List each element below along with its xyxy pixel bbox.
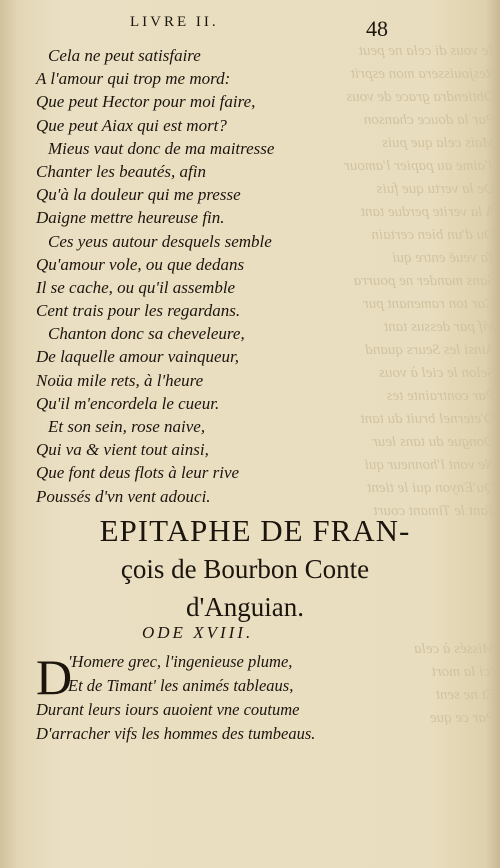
- show-through-line: Resjouissera mon esprit: [350, 66, 495, 82]
- ode-verse: [36, 650, 315, 746]
- show-through-line: Je vous di cela ne peut: [358, 43, 495, 59]
- show-through-line: Car ton ramenant pur: [362, 296, 495, 312]
- show-through-line: Selon le ciel à vous: [379, 365, 495, 381]
- show-through-line: Missés à cela: [414, 641, 495, 657]
- verse-line: Que font deus flots à leur rive: [36, 463, 240, 483]
- verse-line: De laquelle amour vainqueur,: [36, 347, 240, 367]
- ode-line: Durant leurs iours auoient vne coutume: [36, 700, 300, 719]
- ode-line: 'Homere grec, l'ingenieuse plume,: [68, 652, 293, 671]
- show-through-line: Par ce que: [430, 710, 495, 726]
- ode-line: Et de Timant' les animés tableaus,: [68, 676, 294, 695]
- show-through-line: Qu'Enyon qui le tient: [367, 480, 495, 496]
- show-through-line: Par contrainte tes: [386, 388, 495, 404]
- show-through-line: Ta veuë entre qui: [392, 250, 495, 266]
- verse-line: Ces yeus autour desquels semble: [48, 231, 272, 251]
- epitaph-title-line: çois de Bourbon Conte: [120, 554, 370, 584]
- show-through-line: Ici la mort: [431, 664, 495, 680]
- verse-line: Que peut Hector pour moi faire,: [36, 92, 256, 112]
- verse-line: Mieus vaut donc de ma maitresse: [48, 138, 275, 158]
- verse-line: Qu'il m'encordela le cueur.: [36, 393, 220, 413]
- show-through-line: Dongue du tans leur: [372, 434, 495, 450]
- verse-line: Cent trais pour les regardans.: [36, 301, 241, 321]
- show-through-line: Tant le Timant court: [373, 503, 495, 519]
- ode-heading: ODE XVIII.: [142, 623, 254, 642]
- show-through-line: Et ne sent: [435, 687, 495, 703]
- running-head: LIVRE II.: [130, 14, 219, 30]
- verse-line: Poussés d'vn vent adouci.: [36, 486, 211, 506]
- verse-line: Noüa mile rets, à l'heure: [36, 370, 204, 390]
- epitaph-title: [0, 512, 500, 626]
- verse-line: Cela ne peut satisfaire: [48, 46, 201, 65]
- verse-line: A l'amour qui trop me mord:: [36, 69, 231, 89]
- show-through-line: D'eternel bruit du tant: [360, 411, 495, 427]
- verse-line: Et son sein, rose naive,: [48, 417, 206, 436]
- verse-line: Chanton donc sa cheveleure,: [48, 324, 245, 344]
- verse-line: Qu'amour vole, ou que dedans: [36, 254, 245, 274]
- show-through-line: Obtiendra grace de vous: [346, 89, 495, 105]
- verse-line: Il se cache, ou qu'il assemble: [36, 277, 236, 297]
- show-through-line: Vif par dessus tant: [384, 319, 495, 335]
- show-through-line: Mais cela que puis: [382, 135, 495, 151]
- drop-capital: D: [36, 649, 73, 705]
- epitaph-title-line: d'Anguian.: [185, 592, 305, 622]
- verse-block: [36, 44, 274, 508]
- show-through-line: Ne vont l'honneur qui: [364, 457, 495, 473]
- verse-line: Qu'à la douleur qui me presse: [36, 185, 241, 205]
- page-number: 48: [366, 16, 388, 41]
- show-through-line: J'aime au papier l'amour: [344, 158, 495, 174]
- show-through-line: De la vertu que fuis: [376, 181, 495, 197]
- verse-line: Chanter les beautés, afin: [36, 161, 206, 181]
- ode-line: D'arracher vifs les hommes des tumbeaus.: [36, 724, 316, 743]
- verse-line: Daigne mettre heureuse fin.: [36, 208, 225, 228]
- show-through-text: [255, 40, 495, 730]
- show-through-line: Sans mander ne pourra: [353, 273, 495, 289]
- verse-line: Que peut Aiax qui est mort?: [36, 115, 227, 135]
- show-through-line: Ou d'un bien certain: [371, 227, 495, 243]
- show-through-line: A la verite perdue tant: [360, 204, 495, 220]
- show-through-line: Par la douce chanson: [363, 112, 495, 128]
- show-through-line: Ainsi les Seurs quand: [365, 342, 495, 358]
- verse-line: Qui va & vient tout ainsi,: [36, 440, 209, 460]
- epitaph-title-line: EPITAPHE DE FRAN-: [99, 513, 411, 548]
